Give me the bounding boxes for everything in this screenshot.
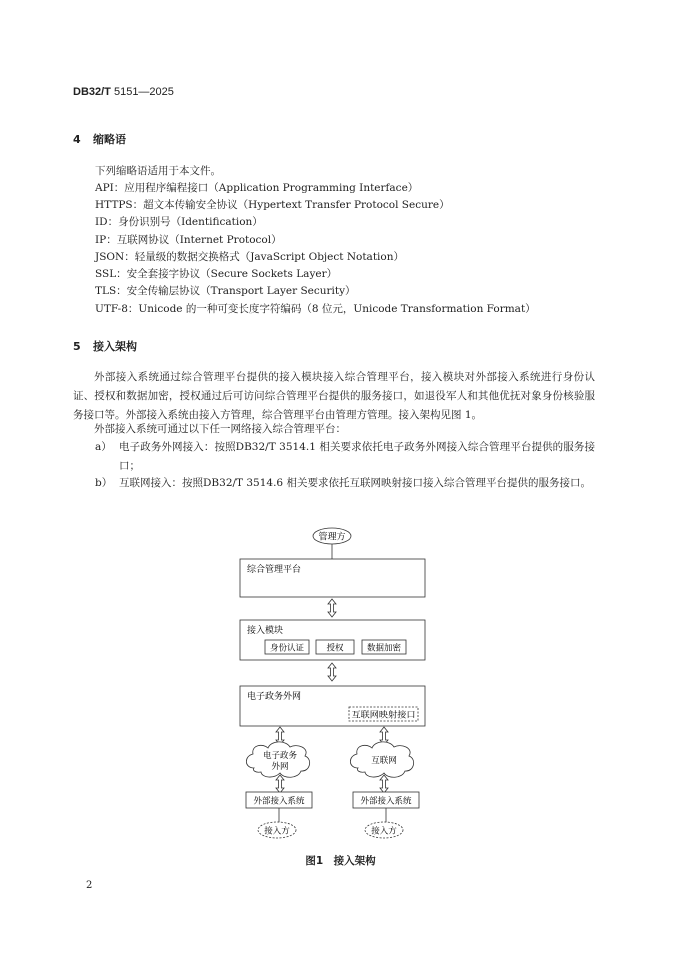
double-arrow-icon — [328, 599, 336, 617]
double-arrow-icon — [276, 775, 284, 793]
abbr-id: ID：身份识别号（Identification） — [95, 216, 263, 228]
abbr-https: HTTPS：超文本传输安全协议（Hypertext Transfer Protocol Secure） — [95, 199, 450, 211]
egov-network-label: 电子政务外网 — [247, 692, 302, 702]
double-arrow-icon — [328, 663, 336, 681]
list-item-label: b） — [95, 477, 113, 489]
section-5-paragraph-1: 外部接入系统通过综合管理平台提供的接入模块接入综合管理平台，接入模块对外部接入系统进行身份认证、授权和数据加密，授权通过后可访问综合管理平台提供的服务接口，如退役军人和其他优抚对象身份核验服务接口等。外部接入系统由接入方管理，综合管理平台由管理方管理。接入架构见图 1。 — [73, 371, 595, 421]
abbr-utf8: UTF-8：Unicode 的一种可变长度字符编码（8 位元，Unicode Transformation Format） — [95, 303, 536, 315]
abbr-json: JSON：轻量级的数据交换格式（JavaScript Object Notation） — [95, 251, 404, 263]
abbr-ssl: SSL：安全套接字协议（Secure Sockets Layer） — [95, 268, 338, 280]
cloud-egov-label-1: 电子政务 — [262, 751, 298, 761]
section-5-heading: 5 接入架构 — [73, 340, 137, 353]
access-party-left-label: 接入方 — [264, 826, 290, 837]
document-code: DB32/T 5151—2025 — [73, 86, 174, 98]
list-item-text: 互联网接入：按照DB32/T 3514.6 相关要求依托互联网映射接口接入综合管理平台提供的服务接口。 — [119, 477, 591, 489]
abbr-api: API：应用程序编程接口（Application Programming Interface） — [95, 182, 419, 194]
external-system-left-label: 外部接入系统 — [253, 796, 305, 807]
section-5-paragraph-2: 外部接入系统可通过以下任一网络接入综合管理平台： — [94, 423, 346, 435]
list-item-label: a） — [95, 441, 112, 453]
section-4-intro: 下列缩略语适用于本文件。 — [95, 165, 221, 177]
section-4-heading: 4 缩略语 — [73, 133, 126, 146]
encryption-label: 数据加密 — [366, 643, 402, 654]
access-party-right-label: 接入方 — [371, 826, 397, 837]
abbr-ip: IP：互联网协议（Internet Protocol） — [95, 234, 282, 246]
cloud-egov-label-2: 外网 — [271, 762, 289, 772]
double-arrow-icon — [380, 775, 388, 793]
list-item-text: 电子政务外网接入：按照DB32/T 3514.1 相关要求依托电子政务外网接入综合管理平台提供的服务接口； — [119, 441, 595, 472]
manager-label: 管理方 — [318, 532, 346, 543]
page-number: 2 — [86, 880, 93, 891]
figure-caption: 图1 接入架构 — [305, 855, 376, 867]
access-module-label: 接入模块 — [247, 626, 284, 636]
external-system-right-label: 外部接入系统 — [360, 796, 412, 807]
authorization-label: 授权 — [326, 643, 344, 654]
cloud-internet-label: 互联网 — [371, 756, 397, 766]
auth-label: 身份认证 — [269, 643, 305, 654]
platform-label: 综合管理平台 — [247, 565, 302, 575]
abbr-tls: TLS：安全传输层协议（Transport Layer Security） — [95, 285, 356, 297]
mapping-interface-label: 互联网映射接口 — [351, 710, 411, 721]
